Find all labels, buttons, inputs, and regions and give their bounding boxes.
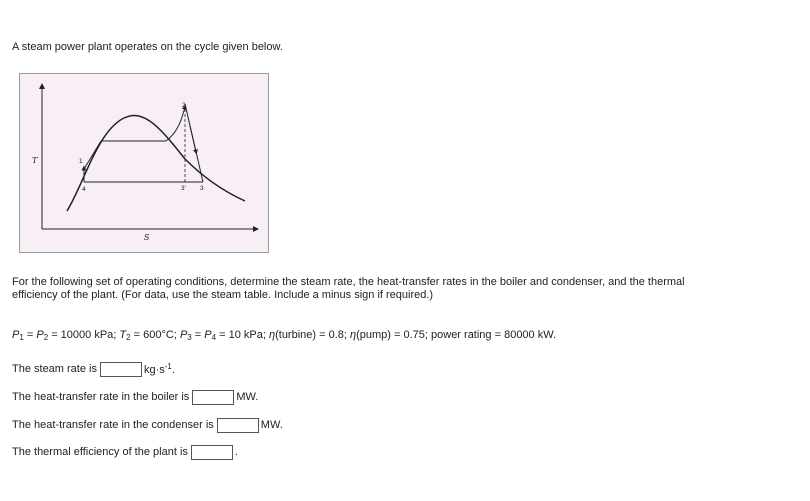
intro-text: A steam power plant operates on the cycle given below. — [12, 41, 283, 53]
thermal-efficiency-unit: . — [234, 446, 238, 458]
ts-diagram — [19, 73, 269, 253]
question-boiler-heat — [12, 389, 258, 405]
steam-rate-input[interactable] — [100, 362, 142, 377]
instructions-text: For the following set of operating conditions, determine the steam rate, the heat-transfer rates in the boiler and condenser, and the thermal efficiency of the plant. (For data, use the steam table. Include a minus sign if required.) — [12, 276, 685, 301]
question-thermal-efficiency-label: The thermal efficiency of the plant is — [12, 446, 188, 458]
boiler-heat-unit: MW. — [236, 391, 259, 403]
question-steam-rate-label: The steam rate is — [12, 363, 97, 375]
operating-conditions: $P_1 = P_2 = 10000$ kPa; $T_2 = 600^\circ C$; $P_3 = P_4 = 10$ kPa; η(turbine) = 0.8; η(pump) = 0.75; power rating = 80000 kW. — [12, 329, 557, 342]
steam-rate-unit: $kg\cdot s^{-1}$. — [143, 362, 175, 376]
process-superheat — [166, 107, 185, 141]
boiler-heat-input[interactable] — [192, 390, 234, 405]
question-boiler-heat-label: The heat-transfer rate in the boiler is — [12, 391, 190, 403]
saturation-dome — [67, 116, 245, 211]
question-condenser-heat — [12, 417, 283, 433]
point-label-1: 1 — [79, 158, 83, 165]
ts-diagram-svg — [20, 74, 268, 252]
y-axis-label: T — [32, 156, 38, 165]
point-label-2: 2 — [182, 102, 186, 109]
process-1-heating — [84, 141, 101, 169]
condenser-heat-input[interactable] — [217, 418, 259, 433]
question-condenser-heat-label: The heat-transfer rate in the condenser is — [12, 419, 214, 431]
question-steam-rate — [12, 361, 175, 377]
question-thermal-efficiency — [12, 444, 238, 460]
x-axis-label: S — [144, 233, 150, 242]
process-2-3-arrow — [190, 126, 196, 152]
point-label-4: 4 — [82, 186, 86, 193]
condenser-heat-unit: MW. — [260, 419, 283, 431]
point-label-3prime: 3' — [181, 185, 186, 192]
point-label-3: 3 — [200, 185, 204, 192]
thermal-efficiency-input[interactable] — [191, 445, 233, 460]
